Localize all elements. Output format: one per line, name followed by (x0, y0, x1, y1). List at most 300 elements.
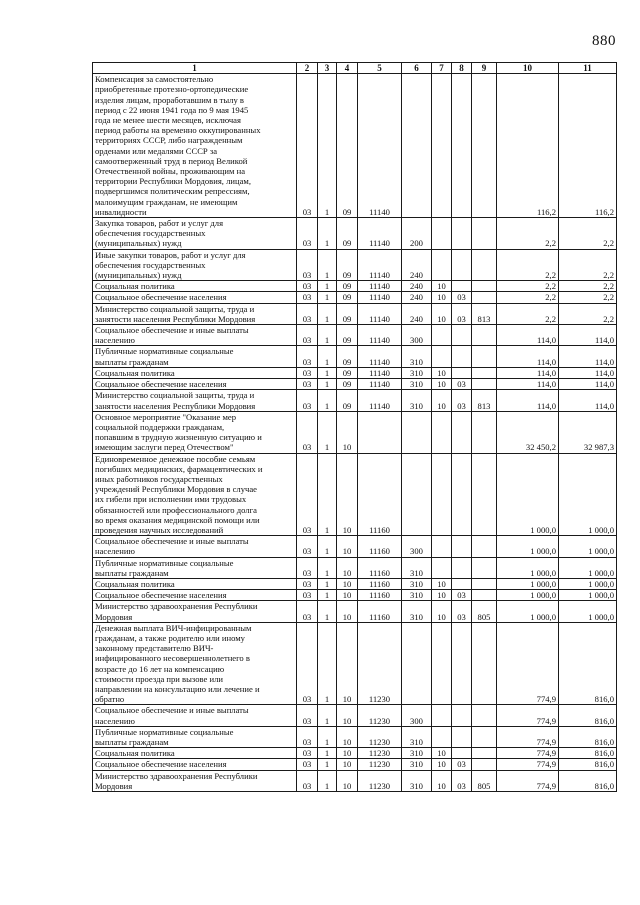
table-row (93, 303, 617, 324)
amount-cell: 774,9 (497, 726, 559, 747)
row-name-cell: Публичные нормативные социальные выплаты гражданам (93, 557, 297, 578)
code-cell: 10 (432, 390, 452, 411)
amount-cell: 1 000,0 (559, 578, 617, 589)
code-cell: 03 (297, 536, 318, 557)
code-cell: 11160 (358, 557, 402, 578)
table-row (93, 292, 617, 303)
code-cell: 10 (337, 748, 358, 759)
table-row (93, 390, 617, 411)
code-cell: 11230 (358, 770, 402, 791)
amount-cell: 32 450,2 (497, 411, 559, 453)
code-cell: 11140 (358, 325, 402, 346)
code-cell: 1 (318, 346, 337, 367)
code-cell: 300 (402, 325, 432, 346)
code-cell: 310 (402, 367, 432, 378)
code-cell (432, 557, 452, 578)
code-cell: 1 (318, 748, 337, 759)
amount-cell: 2,2 (559, 281, 617, 292)
code-cell (452, 453, 472, 536)
code-cell: 03 (297, 325, 318, 346)
code-cell: 09 (337, 303, 358, 324)
code-cell: 1 (318, 759, 337, 770)
header-cell: 8 (452, 63, 472, 74)
code-cell: 1 (318, 453, 337, 536)
code-cell (452, 557, 472, 578)
code-cell: 03 (297, 218, 318, 250)
code-cell: 03 (297, 453, 318, 536)
code-cell (472, 557, 497, 578)
row-name-cell: Денежная выплата ВИЧ-инфицированным гражданам, а также родителю или иному законному представителю ВИЧ- инфицированного несовершеннолетнего в возрасте до 16 лет на компенсацию стоимости проезда при вызове или направлении на консультацию или лечение и обратно (93, 622, 297, 705)
code-cell: 10 (432, 770, 452, 791)
code-cell (472, 74, 497, 218)
row-name-cell: Иные закупки товаров, работ и услуг для обеспечения государственных (муниципальных) нужд (93, 249, 297, 281)
code-cell: 1 (318, 325, 337, 346)
row-name-cell: Социальное обеспечение и иные выплаты населению (93, 325, 297, 346)
code-cell: 11160 (358, 578, 402, 589)
table-row (93, 705, 617, 726)
amount-cell: 816,0 (559, 770, 617, 791)
amount-cell: 816,0 (559, 622, 617, 705)
code-cell: 03 (297, 379, 318, 390)
code-cell: 10 (432, 367, 452, 378)
row-name-cell: Социальная политика (93, 367, 297, 378)
code-cell (452, 346, 472, 367)
code-cell: 310 (402, 346, 432, 367)
code-cell: 310 (402, 759, 432, 770)
code-cell (402, 74, 432, 218)
code-cell: 09 (337, 367, 358, 378)
code-cell: 310 (402, 390, 432, 411)
code-cell (402, 622, 432, 705)
amount-cell: 1 000,0 (497, 590, 559, 601)
code-cell: 03 (297, 622, 318, 705)
code-cell: 03 (297, 590, 318, 601)
code-cell: 10 (337, 536, 358, 557)
code-cell: 1 (318, 411, 337, 453)
header-cell: 1 (93, 63, 297, 74)
header-row (93, 63, 617, 74)
row-name-cell: Социальное обеспечение населения (93, 590, 297, 601)
table-row (93, 536, 617, 557)
table-row (93, 74, 617, 218)
code-cell (452, 249, 472, 281)
code-cell: 03 (297, 292, 318, 303)
amount-cell: 774,9 (497, 705, 559, 726)
amount-cell: 32 987,3 (559, 411, 617, 453)
code-cell (472, 453, 497, 536)
code-cell: 10 (337, 759, 358, 770)
amount-cell: 2,2 (497, 249, 559, 281)
header-cell: 4 (337, 63, 358, 74)
table-row (93, 622, 617, 705)
code-cell (472, 726, 497, 747)
code-cell: 03 (452, 590, 472, 601)
code-cell (472, 411, 497, 453)
table-row (93, 249, 617, 281)
code-cell (452, 705, 472, 726)
amount-cell: 1 000,0 (559, 536, 617, 557)
table-row (93, 281, 617, 292)
header-cell: 3 (318, 63, 337, 74)
code-cell: 11140 (358, 379, 402, 390)
code-cell: 11140 (358, 303, 402, 324)
code-cell (472, 292, 497, 303)
table-row (93, 578, 617, 589)
code-cell: 310 (402, 601, 432, 622)
code-cell: 10 (337, 726, 358, 747)
code-cell: 240 (402, 281, 432, 292)
budget-table (92, 62, 617, 792)
code-cell: 09 (337, 218, 358, 250)
code-cell: 11230 (358, 759, 402, 770)
code-cell: 805 (472, 770, 497, 791)
amount-cell: 1 000,0 (559, 453, 617, 536)
code-cell: 11160 (358, 590, 402, 601)
code-cell (452, 726, 472, 747)
amount-cell: 1 000,0 (559, 590, 617, 601)
code-cell: 03 (297, 726, 318, 747)
amount-cell: 114,0 (497, 346, 559, 367)
amount-cell: 2,2 (559, 249, 617, 281)
amount-cell: 1 000,0 (497, 536, 559, 557)
code-cell (432, 411, 452, 453)
row-name-cell: Компенсация за самостоятельно приобретенные протезно-ортопедические изделия лицам, проработавшим в тылу в период с 22 июня 1941 года по 9 мая 1945 года не менее шести месяцев, исключая период работы на временно оккупированных территориях СССР, либо награжденным орденами или медалями СССР за самоотверженный труд в период Великой Отечественной войны, проживающим на территории Республики Мордовия, лицам, подвергшимся политическим репрессиям, малоимущим гражданам, не имеющим инвалидности (93, 74, 297, 218)
code-cell (472, 281, 497, 292)
code-cell: 240 (402, 292, 432, 303)
code-cell: 11140 (358, 249, 402, 281)
code-cell (432, 726, 452, 747)
table-row (93, 770, 617, 791)
code-cell: 11140 (358, 390, 402, 411)
table-row (93, 367, 617, 378)
code-cell: 1 (318, 218, 337, 250)
code-cell: 300 (402, 536, 432, 557)
code-cell: 310 (402, 578, 432, 589)
code-cell: 10 (337, 453, 358, 536)
code-cell: 11230 (358, 622, 402, 705)
code-cell: 10 (337, 601, 358, 622)
code-cell: 1 (318, 390, 337, 411)
page-number: 880 (592, 33, 616, 49)
amount-cell: 774,9 (497, 770, 559, 791)
code-cell: 1 (318, 726, 337, 747)
code-cell: 11160 (358, 536, 402, 557)
code-cell: 03 (452, 303, 472, 324)
code-cell: 03 (297, 303, 318, 324)
code-cell: 10 (432, 303, 452, 324)
code-cell: 11140 (358, 218, 402, 250)
code-cell (472, 622, 497, 705)
code-cell (472, 346, 497, 367)
code-cell: 09 (337, 325, 358, 346)
amount-cell: 114,0 (559, 346, 617, 367)
code-cell (432, 218, 452, 250)
code-cell: 10 (337, 770, 358, 791)
code-cell: 11140 (358, 74, 402, 218)
code-cell: 1 (318, 590, 337, 601)
row-name-cell: Социальная политика (93, 578, 297, 589)
code-cell: 09 (337, 249, 358, 281)
amount-cell: 116,2 (559, 74, 617, 218)
code-cell: 310 (402, 379, 432, 390)
table-row (93, 325, 617, 346)
code-cell: 1 (318, 74, 337, 218)
header-cell: 10 (497, 63, 559, 74)
amount-cell: 1 000,0 (497, 453, 559, 536)
code-cell: 09 (337, 379, 358, 390)
code-cell: 03 (297, 281, 318, 292)
amount-cell: 816,0 (559, 748, 617, 759)
code-cell: 10 (432, 759, 452, 770)
header-cell: 5 (358, 63, 402, 74)
amount-cell: 774,9 (497, 759, 559, 770)
code-cell (432, 346, 452, 367)
amount-cell: 1 000,0 (559, 601, 617, 622)
amount-cell: 114,0 (559, 379, 617, 390)
row-name-cell: Социальное обеспечение и иные выплаты населению (93, 536, 297, 557)
code-cell: 10 (432, 748, 452, 759)
amount-cell: 114,0 (497, 379, 559, 390)
amount-cell: 774,9 (497, 622, 559, 705)
code-cell: 10 (432, 281, 452, 292)
code-cell: 10 (432, 601, 452, 622)
table-row (93, 218, 617, 250)
row-name-cell: Социальное обеспечение населения (93, 759, 297, 770)
code-cell: 11140 (358, 281, 402, 292)
code-cell: 1 (318, 557, 337, 578)
code-cell: 10 (432, 379, 452, 390)
row-name-cell: Министерство социальной защиты, труда и занятости населения Республики Мордовия (93, 303, 297, 324)
code-cell (472, 379, 497, 390)
amount-cell: 774,9 (497, 748, 559, 759)
code-cell: 310 (402, 590, 432, 601)
code-cell: 1 (318, 770, 337, 791)
code-cell: 03 (452, 770, 472, 791)
code-cell (452, 74, 472, 218)
row-name-cell: Социальное обеспечение населения (93, 379, 297, 390)
code-cell (452, 218, 472, 250)
code-cell (472, 759, 497, 770)
code-cell: 09 (337, 390, 358, 411)
code-cell (402, 453, 432, 536)
code-cell: 11140 (358, 346, 402, 367)
code-cell: 310 (402, 726, 432, 747)
amount-cell: 2,2 (497, 218, 559, 250)
code-cell (452, 536, 472, 557)
amount-cell: 114,0 (559, 390, 617, 411)
code-cell: 11140 (358, 292, 402, 303)
code-cell: 03 (297, 759, 318, 770)
code-cell (472, 748, 497, 759)
code-cell: 09 (337, 292, 358, 303)
code-cell (452, 281, 472, 292)
amount-cell: 1 000,0 (497, 557, 559, 578)
code-cell: 10 (337, 411, 358, 453)
amount-cell: 816,0 (559, 705, 617, 726)
code-cell: 09 (337, 281, 358, 292)
code-cell: 1 (318, 536, 337, 557)
row-name-cell: Социальное обеспечение населения (93, 292, 297, 303)
code-cell (472, 705, 497, 726)
amount-cell: 114,0 (497, 325, 559, 346)
code-cell: 03 (297, 249, 318, 281)
amount-cell: 2,2 (497, 303, 559, 324)
code-cell (472, 218, 497, 250)
table-row (93, 726, 617, 747)
code-cell: 03 (452, 379, 472, 390)
row-name-cell: Социальная политика (93, 281, 297, 292)
code-cell: 03 (297, 390, 318, 411)
code-cell: 10 (432, 292, 452, 303)
code-cell: 1 (318, 379, 337, 390)
code-cell: 200 (402, 218, 432, 250)
code-cell: 1 (318, 578, 337, 589)
code-cell: 11160 (358, 453, 402, 536)
row-name-cell: Закупка товаров, работ и услуг для обеспечения государственных (муниципальных) нужд (93, 218, 297, 250)
code-cell: 1 (318, 292, 337, 303)
amount-cell: 114,0 (559, 325, 617, 346)
row-name-cell: Министерство здравоохранения Республики Мордовия (93, 601, 297, 622)
amount-cell: 114,0 (497, 367, 559, 378)
amount-cell: 1 000,0 (559, 557, 617, 578)
amount-cell: 2,2 (559, 292, 617, 303)
code-cell: 813 (472, 303, 497, 324)
code-cell: 310 (402, 557, 432, 578)
amount-cell: 816,0 (559, 759, 617, 770)
amount-cell: 2,2 (559, 303, 617, 324)
code-cell: 1 (318, 281, 337, 292)
table-row (93, 379, 617, 390)
code-cell: 1 (318, 367, 337, 378)
code-cell: 10 (432, 590, 452, 601)
amount-cell: 1 000,0 (497, 601, 559, 622)
code-cell: 1 (318, 705, 337, 726)
code-cell (452, 411, 472, 453)
row-name-cell: Единовременное денежное пособие семьям погибших медицинских, фармацевтических и иных работников государственных учреждений Республики Мордовия в случае их гибели при исполнении ими трудовых обязанностей или профессионального долга во время оказания медицинской помощи или проведения научных исследований (93, 453, 297, 536)
header-cell: 11 (559, 63, 617, 74)
code-cell: 300 (402, 705, 432, 726)
code-cell: 03 (452, 759, 472, 770)
code-cell: 240 (402, 249, 432, 281)
code-cell: 10 (337, 590, 358, 601)
table-row (93, 557, 617, 578)
header-cell: 7 (432, 63, 452, 74)
code-cell: 1 (318, 249, 337, 281)
amount-cell: 816,0 (559, 726, 617, 747)
code-cell (472, 367, 497, 378)
code-cell (472, 590, 497, 601)
code-cell (472, 536, 497, 557)
code-cell: 03 (297, 705, 318, 726)
code-cell (452, 578, 472, 589)
code-cell: 10 (337, 705, 358, 726)
row-name-cell: Министерство здравоохранения Республики Мордовия (93, 770, 297, 791)
code-cell: 11160 (358, 601, 402, 622)
code-cell (432, 705, 452, 726)
code-cell: 03 (297, 557, 318, 578)
header-cell: 2 (297, 63, 318, 74)
amount-cell: 114,0 (497, 390, 559, 411)
code-cell (432, 622, 452, 705)
amount-cell: 2,2 (559, 218, 617, 250)
amount-cell: 2,2 (497, 292, 559, 303)
code-cell (432, 536, 452, 557)
amount-cell: 116,2 (497, 74, 559, 218)
code-cell: 1 (318, 601, 337, 622)
code-cell (452, 748, 472, 759)
code-cell (452, 367, 472, 378)
code-cell: 03 (452, 601, 472, 622)
code-cell (472, 249, 497, 281)
table-row (93, 411, 617, 453)
table-body (93, 74, 617, 792)
code-cell: 10 (432, 578, 452, 589)
code-cell (402, 411, 432, 453)
row-name-cell: Социальное обеспечение и иные выплаты населению (93, 705, 297, 726)
code-cell: 1 (318, 303, 337, 324)
row-name-cell: Социальная политика (93, 748, 297, 759)
code-cell (432, 249, 452, 281)
code-cell (358, 411, 402, 453)
code-cell: 805 (472, 601, 497, 622)
row-name-cell: Публичные нормативные социальные выплаты гражданам (93, 346, 297, 367)
code-cell: 03 (452, 292, 472, 303)
code-cell: 10 (337, 557, 358, 578)
row-name-cell: Министерство социальной защиты, труда и занятости населения Республики Мордовия (93, 390, 297, 411)
code-cell: 09 (337, 74, 358, 218)
code-cell: 03 (297, 601, 318, 622)
code-cell (452, 325, 472, 346)
code-cell (472, 578, 497, 589)
amount-cell: 114,0 (559, 367, 617, 378)
header-cell: 6 (402, 63, 432, 74)
code-cell: 03 (452, 390, 472, 411)
code-cell: 11230 (358, 726, 402, 747)
code-cell: 10 (337, 578, 358, 589)
row-name-cell: Публичные нормативные социальные выплаты гражданам (93, 726, 297, 747)
code-cell: 10 (337, 622, 358, 705)
row-name-cell: Основное мероприятие "Оказание мер социальной поддержки гражданам, попавшим в трудную жизненную ситуацию и имеющим заслуги перед Отечеством" (93, 411, 297, 453)
code-cell (452, 622, 472, 705)
code-cell (432, 74, 452, 218)
code-cell: 11140 (358, 367, 402, 378)
amount-cell: 1 000,0 (497, 578, 559, 589)
code-cell: 310 (402, 748, 432, 759)
code-cell: 03 (297, 770, 318, 791)
amount-cell: 2,2 (497, 281, 559, 292)
code-cell (432, 453, 452, 536)
code-cell: 11230 (358, 748, 402, 759)
code-cell: 03 (297, 367, 318, 378)
table-row (93, 759, 617, 770)
table-row (93, 346, 617, 367)
code-cell: 03 (297, 748, 318, 759)
code-cell: 03 (297, 74, 318, 218)
code-cell (472, 325, 497, 346)
table-row (93, 748, 617, 759)
code-cell: 11230 (358, 705, 402, 726)
table-row (93, 601, 617, 622)
table-row (93, 590, 617, 601)
code-cell: 09 (337, 346, 358, 367)
code-cell: 03 (297, 346, 318, 367)
code-cell: 03 (297, 578, 318, 589)
code-cell: 1 (318, 622, 337, 705)
header-cell: 9 (472, 63, 497, 74)
code-cell: 813 (472, 390, 497, 411)
code-cell: 03 (297, 411, 318, 453)
code-cell (432, 325, 452, 346)
